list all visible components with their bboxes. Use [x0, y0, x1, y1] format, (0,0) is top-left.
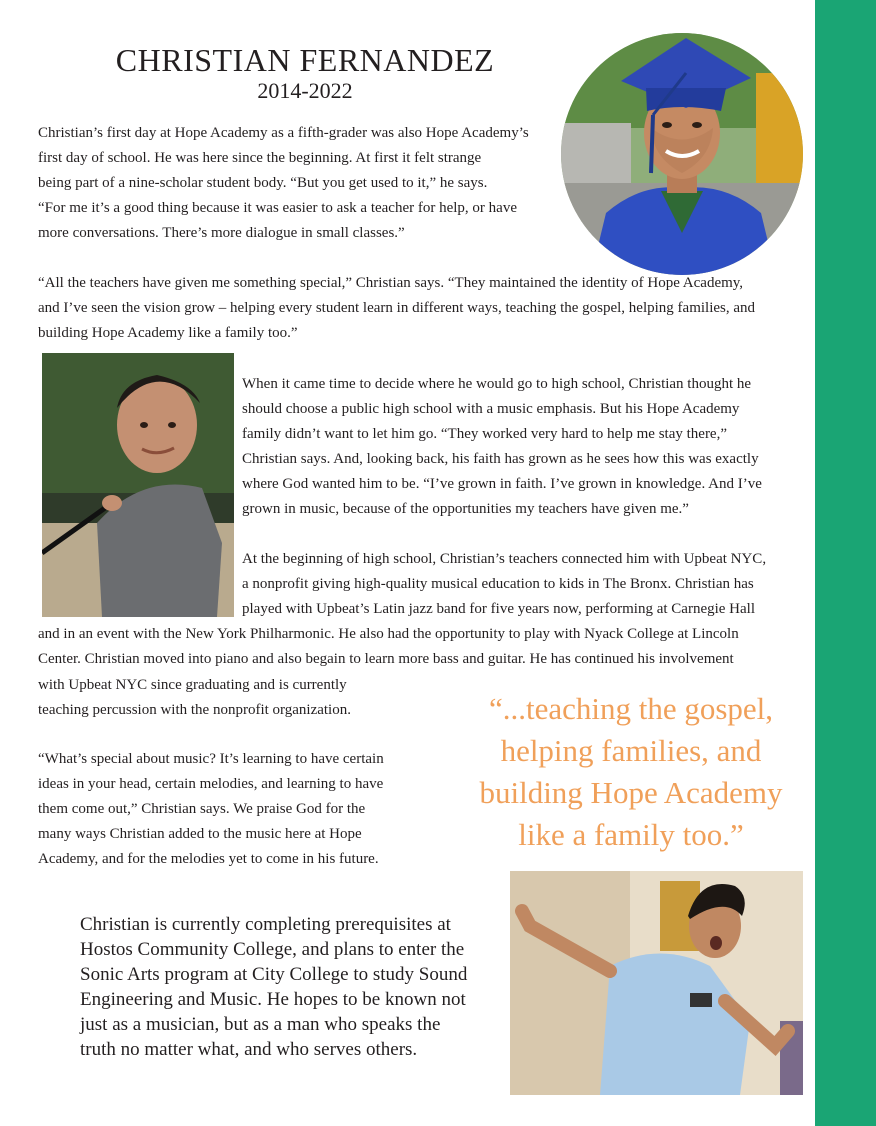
- closing-paragraph: Christian is currently completing prerequisites at Hostos Community College, and plans to enter the Sonic Arts program at City College to study Sound Engineering and Music. He hopes to be known not just as a musician, but as a man who speaks the truth no matter what, and who serves others.: [80, 914, 468, 1060]
- paragraph-first-day: Christian’s first day at Hope Academy as a fifth-grader was also Hope Academy’s first day of school. He was here since the beginning. At first it felt strange being part of a nine-scholar student body. “But you get used to it,” he says. “For me it’s a good thing because it was easier to ask a teacher for help, or have more conversations. There’s more dialogue in small classes.”: [38, 125, 529, 241]
- paragraph-upbeat-2: and in an event with the New York Philharmonic. He also had the opportunity to play with Nyack College at Lincoln Center. Christian moved into piano and also begain to learn more bass and guitar. He has continued his involvement: [38, 626, 739, 667]
- graduation-photo: [561, 33, 803, 275]
- paragraph-upbeat-3: with Upbeat NYC since graduating and is currently teaching percussion with the nonprofit organization.: [38, 677, 351, 718]
- paragraph-teachers: “All the teachers have given me something special,” Christian says. “They maintained the identity of Hope Academy, and I’ve seen the vision grow – helping every student learn in different ways, teaching the gospel, helping families, and building Hope Academy like a family too.”: [38, 275, 756, 341]
- childhood-photo: [42, 353, 234, 617]
- paragraph-upbeat-1: At the beginning of high school, Christian’s teachers connected him with Upbeat NYC, a nonprofit giving high-quality musical education to kids in The Bronx. Christian has played with Upbeat’s Latin jazz band for five years now, performing at Carnegie Hall: [242, 551, 767, 617]
- years-attended: 2014-2022: [257, 78, 353, 103]
- pull-quote: “...teaching the gospel, helping families, and building Hope Academy like a family too.”: [479, 691, 783, 852]
- paragraph-high-school: When it came time to decide where he would go to high school, Christian thought he should choose a public high school with a music emphasis. But his Hope Academy family didn’t want to let him go. “They worked very hard to help me stay there,” Christian says. And, looking back, his faith has grown as he sees how this was exactly where God wanted him to be. “I’ve grown in faith. I’ve grown in knowledge. And I’ve grown in music, because of the opportunities my teachers have given me.”: [242, 376, 762, 517]
- paragraph-music: “What’s special about music? It’s learning to have certain ideas in your head, certain melodies, and learning to have them come out,” Christian says. We praise God for the many ways Christian added to the music here at Hope Academy, and for the melodies yet to come in his future.: [38, 751, 384, 867]
- green-side-bar: [815, 0, 876, 1126]
- page-title: CHRISTIAN FERNANDEZ: [115, 42, 495, 78]
- current-photo: [510, 871, 803, 1095]
